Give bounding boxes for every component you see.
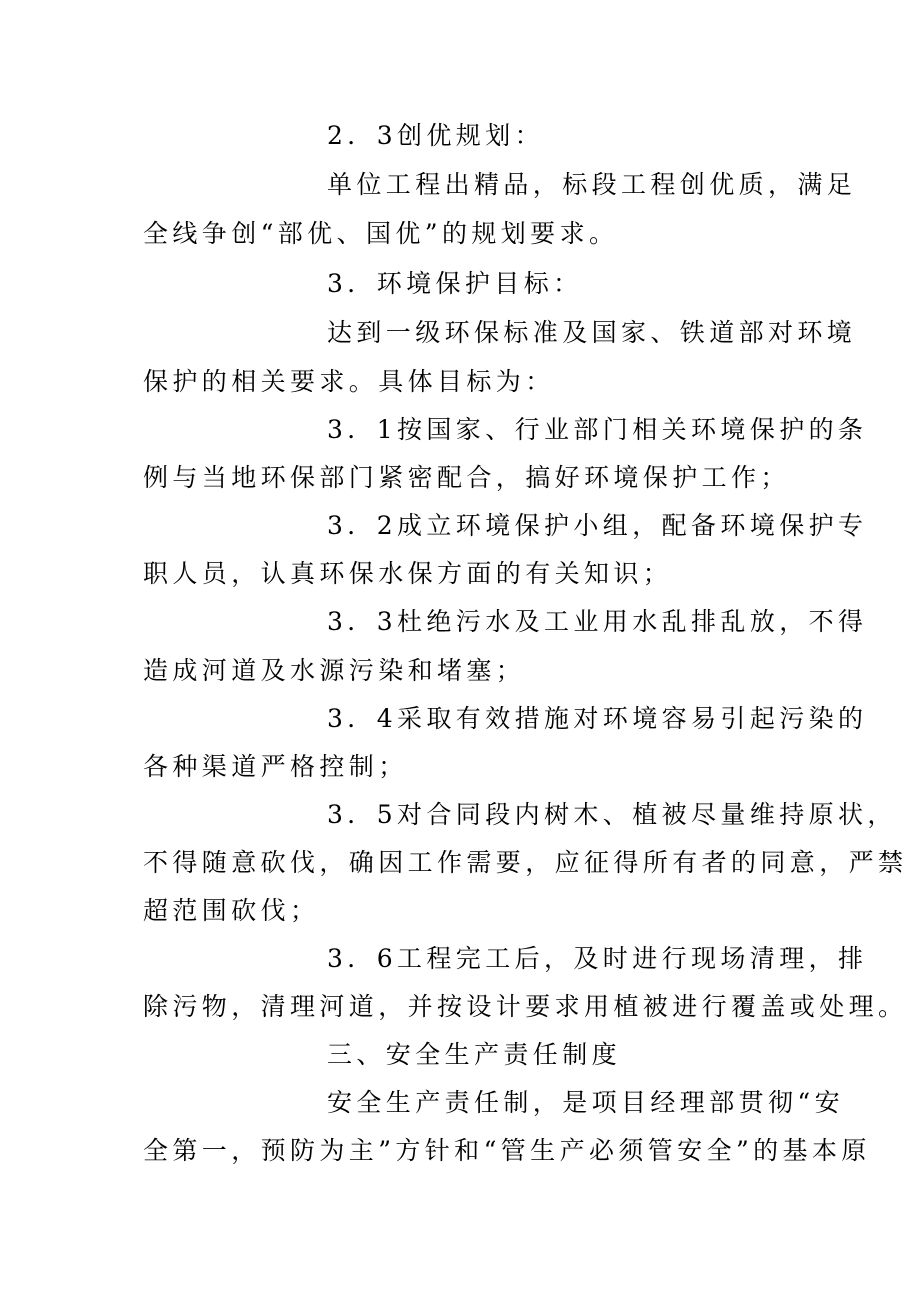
- list-item-3-3: 3．3杜绝污水及工业用水乱排乱放，不得: [327, 607, 868, 636]
- paragraph-line: 保护的相关要求。具体目标为：: [143, 367, 555, 396]
- section-heading-2-3: 2．3创优规划：: [327, 121, 545, 150]
- section-heading-chapter-3: 三、安全生产责任制度: [327, 1040, 622, 1069]
- paragraph-line: 单位工程出精品，标段工程创优质，满足: [327, 170, 857, 199]
- paragraph-line: 全线争创“部优、国优”的规划要求。: [143, 219, 619, 248]
- list-item-3-6: 3．6工程完工后，及时进行现场清理，排: [327, 944, 868, 973]
- list-item-3-4: 3．4采取有效措施对环境容易引起污染的: [327, 704, 868, 733]
- list-item-3-2: 3．2成立环境保护小组，配备环境保护专: [327, 511, 868, 540]
- paragraph-line: 职人员，认真环保水保方面的有关知识；: [143, 559, 673, 588]
- paragraph-line: 除污物，清理河道，并按设计要求用植被进行覆盖或处理。: [143, 992, 908, 1021]
- paragraph-line: 安全生产责任制，是项目经理部贯彻“安: [327, 1088, 844, 1117]
- paragraph-line: 超范围砍伐；: [143, 896, 320, 925]
- list-item-3-5: 3．5对合同段内树木、植被尽量维持原状，: [327, 800, 897, 829]
- paragraph-line: 达到一级环保标准及国家、铁道部对环境: [327, 318, 857, 347]
- paragraph-line: 造成河道及水源污染和堵塞；: [143, 656, 526, 685]
- paragraph-line: 各种渠道严格控制；: [143, 752, 408, 781]
- paragraph-line: 例与当地环保部门紧密配合，搞好环境保护工作；: [143, 463, 790, 492]
- paragraph-line: 全第一，预防为主”方针和“管生产必须管安全”的基本原: [143, 1136, 871, 1165]
- section-heading-3: 3．环境保护目标：: [327, 269, 583, 298]
- list-item-3-1: 3．1按国家、行业部门相关环境保护的条: [327, 415, 868, 444]
- paragraph-line: 不得随意砍伐，确因工作需要，应征得所有者的同意，严禁: [143, 848, 908, 877]
